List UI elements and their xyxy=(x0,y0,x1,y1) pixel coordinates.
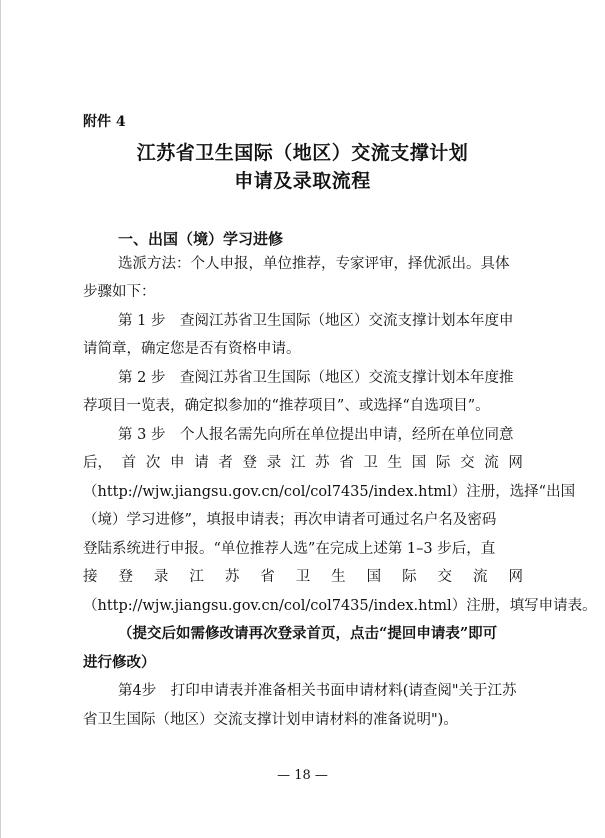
char: 卫 xyxy=(295,569,311,585)
text-line: 省卫生国际（地区）交流支撑计划申请材料的准备说明")。 xyxy=(83,712,458,728)
page-number: — 18 — xyxy=(277,768,328,783)
text-line: 选派方法：个人申报，单位推荐，专家评审，择优派出。具体 xyxy=(118,256,510,272)
justified-line-website-2 xyxy=(83,570,523,585)
char: 国 xyxy=(366,569,382,585)
char: 省 xyxy=(260,569,275,585)
char: 者 xyxy=(218,455,233,471)
url-line: （http://wjw.jiangsu.gov.cn/col/col7435/index.html）注册，填写申请表。 xyxy=(83,598,597,614)
step3-line: 第 3 步 个人报名需先向所在单位提出申请，经所在单位同意 xyxy=(118,427,514,443)
step2-line: 第 2 步 查阅江苏省卫生国际（地区）交流支撑计划本年度推 xyxy=(118,370,514,386)
char: 登 xyxy=(118,569,133,585)
char: 苏 xyxy=(224,569,240,585)
char: 生 xyxy=(331,569,346,585)
attachment-label: 附件 4 xyxy=(83,114,126,130)
note-line: 进行修改） xyxy=(83,654,156,671)
page-edge xyxy=(0,0,1,838)
text-line: 荐项目一览表，确定拟参加的“推荐项目”、或选择“自选项目”。 xyxy=(83,398,490,414)
char: 请 xyxy=(194,455,209,471)
char: 网 xyxy=(508,455,523,471)
char: 卫 xyxy=(363,455,378,471)
char: 国 xyxy=(411,455,427,471)
char: 登 xyxy=(242,455,258,471)
url-line: （http://wjw.jiangsu.gov.cn/col/col7435/index.html）注册，选择“出国 xyxy=(83,484,576,500)
char: 接 xyxy=(83,569,98,585)
char: 江 xyxy=(189,569,204,585)
char: 首 xyxy=(121,455,137,471)
char: 际 xyxy=(435,455,451,471)
text-line: 步骤如下： xyxy=(83,284,156,300)
char: 申 xyxy=(170,455,185,471)
char: 省 xyxy=(339,455,354,471)
char: 次 xyxy=(145,455,161,471)
step1-line: 第 1 步 查阅江苏省卫生国际（地区）交流支撑计划本年度申 xyxy=(118,313,514,329)
document-title-line2: 申请及录取流程 xyxy=(234,170,371,192)
char: 苏 xyxy=(315,455,330,471)
text-line: 请简章，确定您是否有资格申请。 xyxy=(83,341,301,357)
step4-line: 第4步 打印申请表并准备相关书面申请材料(请查阅"关于江苏 xyxy=(118,683,517,699)
text-line: 登陆系统进行申报。“单位推荐人选”在完成上述第 1–3 步后，直 xyxy=(83,541,496,557)
justified-line-website xyxy=(83,456,523,471)
char: 流 xyxy=(484,455,499,471)
text-line: （境）学习进修”，填报申请表；再次申请者可通过名户名及密码 xyxy=(83,512,497,528)
char: 交 xyxy=(437,569,453,585)
char: 江 xyxy=(290,455,306,471)
char: 际 xyxy=(402,569,417,585)
char: 交 xyxy=(460,455,475,471)
char: 录 xyxy=(266,455,282,471)
char: 录 xyxy=(153,569,169,585)
char: 后， xyxy=(83,455,112,471)
note-line: （提交后如需修改请再次登录首页，点击“提回申请表”即可 xyxy=(118,625,498,642)
char: 网 xyxy=(508,569,523,585)
char: 流 xyxy=(472,569,488,585)
section-heading: 一、出国（境）学习进修 xyxy=(118,230,284,248)
char: 生 xyxy=(387,455,403,471)
document-title-line1: 江苏省卫生国际（地区）交流支撑计划 xyxy=(136,142,469,164)
